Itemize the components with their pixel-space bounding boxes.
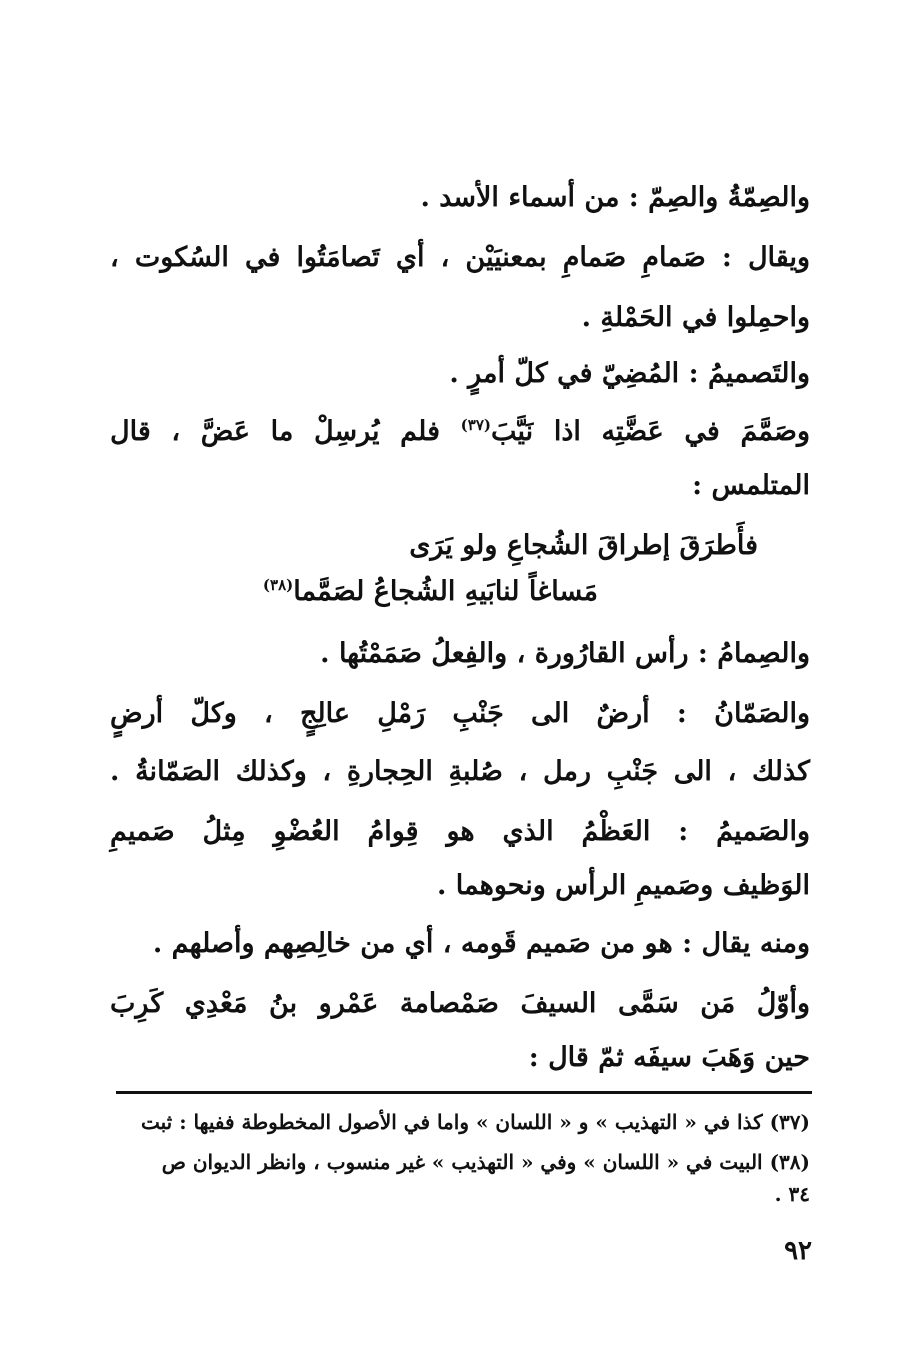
text-line-10: والصَميمُ : العَظْمُ الذي هو قِوامُ العُضْوِ مِثلُ صَميمِ (110, 816, 810, 847)
footnote-38: (٣٨) البيت في « اللسان » وفي « التهذيب » غير منسوب ، وانظر الديوان ص (161, 1150, 810, 1174)
text-line-14: حين وَهَبَ سيفَه ثمّ قال : (528, 1042, 810, 1073)
text-line-7: والصِمامُ : رأس القارُورة ، والفِعلُ صَمَمْتُها . (320, 638, 810, 669)
text-line-12: ومنه يقال : هو من صَميم قَومه ، أي من خالِصِهم وأصلهم . (152, 928, 810, 959)
text-line-8: والصَمّانُ : أرضٌ الى جَنْبِ رَمْلِ عالِجٍ ، وكلّ أرضٍ (110, 698, 810, 729)
page-number: ٩٢ (784, 1236, 812, 1266)
text-line-2: ويقال : صَمامِ صَمامِ بمعنيَيْن ، أي تَصامَتُوا في السُكوت ، (110, 242, 810, 273)
text-line-1: والصِمّةُ والصِمّ : من أسماء الأسد . (420, 182, 810, 213)
text-line-5-part-b: فلم يُرسِلْ ما عَضَّ ، قال (110, 416, 440, 447)
text-line-4: والتَصميمُ : المُضِيّ في كلّ أمرٍ . (449, 358, 810, 389)
text-line-3: واحمِلوا في الحَمْلةِ . (581, 302, 810, 333)
text-line-11: الوَظيف وصَميمِ الرأس ونحوهما . (436, 870, 810, 901)
text-line-5 (110, 412, 810, 452)
text-line-13: وأوّلُ مَن سَمَّى السيفَ صَمْصامة عَمْرو بنُ مَعْدِي كَرِبَ (110, 988, 810, 1019)
verse-line-1: فأَطرَقَ إطراقَ الشُجاعِ ولو يَرَى (409, 530, 758, 561)
footnote-ref-38: (٣٨) (262, 576, 294, 594)
footnote-38-continuation: ٣٤ . (774, 1182, 810, 1206)
text-line-5-part-a: وصَمَّمَ في عَضَّتِه اذا نَيَّبَ (491, 416, 810, 447)
verse-line-2 (150, 572, 598, 612)
text-line-6: المتلمس : (692, 470, 810, 501)
footnote-divider (116, 1091, 812, 1094)
footnote-37: (٣٧) كذا في « التهذيب » و « اللسان » واما في الأصول المخطوطة ففيها : ثبت (141, 1110, 810, 1134)
footnote-ref-37: (٣٧) (460, 416, 492, 434)
verse-line-2-text: مَساغاً لنابَيهِ الشُجاعُ لصَمَّما (293, 576, 598, 607)
text-line-9: كذلك ، الى جَنْبِ رمل ، صُلبةِ الحِجارةِ ، وكذلك الصَمّانةُ . (110, 756, 810, 787)
